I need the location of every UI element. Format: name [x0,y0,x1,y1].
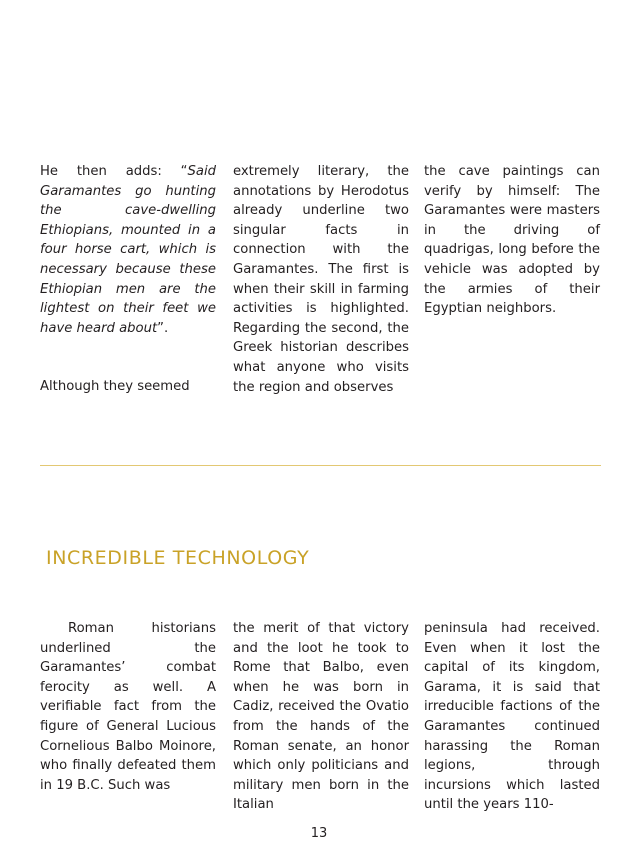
bottom-column-3 [424,619,600,815]
top-column-2 [233,162,409,397]
bottom-column-1-paragraph: Roman historians underlined the Garamantes’ combat ferocity as well. A verifiable fact from the figure of General Lucious Cornelious Balbo Moinore, who finally defeated them in 19 B.C. Such was [40,621,216,793]
bottom-column-2-paragraph: the merit of that victory and the loot he took to Rome that Balbo, even when he was born in Cadiz, received the Ovatio from the hands of the Roman senate, an honor which only politicians and military men born in the Italian [233,621,409,813]
top-column-3 [424,162,600,319]
top-column-1-paragraph-2: Although they seemed [40,379,190,395]
top-column-1 [40,162,216,397]
page-number: 13 [310,826,328,841]
top-column-3-paragraph: the cave paintings can verify by himself: The Garamantes were masters in the driving of quadrigas, long before the vehicle was adopted by the armies of their Egyptian neighbors. [424,164,600,317]
quote-intro: He then adds: “ [40,164,188,179]
top-column-2-paragraph: extremely literary, the annotations by Herodotus already underline two singular facts in connection with the Garamantes. The first is when their skill in farming activities is highlighted. Regarding the second, the Greek historian describes what anyone who visits the region and observes [233,164,409,395]
bottom-column-3-paragraph: peninsula had received. Even when it lost the capital of its kingdom, Garama, it is said that irreducible factions of the Garamantes continued harassing the Roman legions, through incursions which lasted until the years 110- [424,621,600,813]
section-heading: INCREDIBLE TECHNOLOGY [46,547,310,569]
section-divider [40,465,601,466]
bottom-column-1 [40,619,216,795]
top-column-1-paragraph-1 [40,162,216,338]
herodotus-quote: Said Garamantes go hunting the cave-dwelling Ethiopians, mounted in a four horse cart, which is necessary because these Ethiopian men are the lightest on their feet we have heard about [40,164,216,336]
quote-close: ”. [157,320,169,336]
paragraph-spacer [40,338,216,377]
bottom-column-2 [233,619,409,815]
